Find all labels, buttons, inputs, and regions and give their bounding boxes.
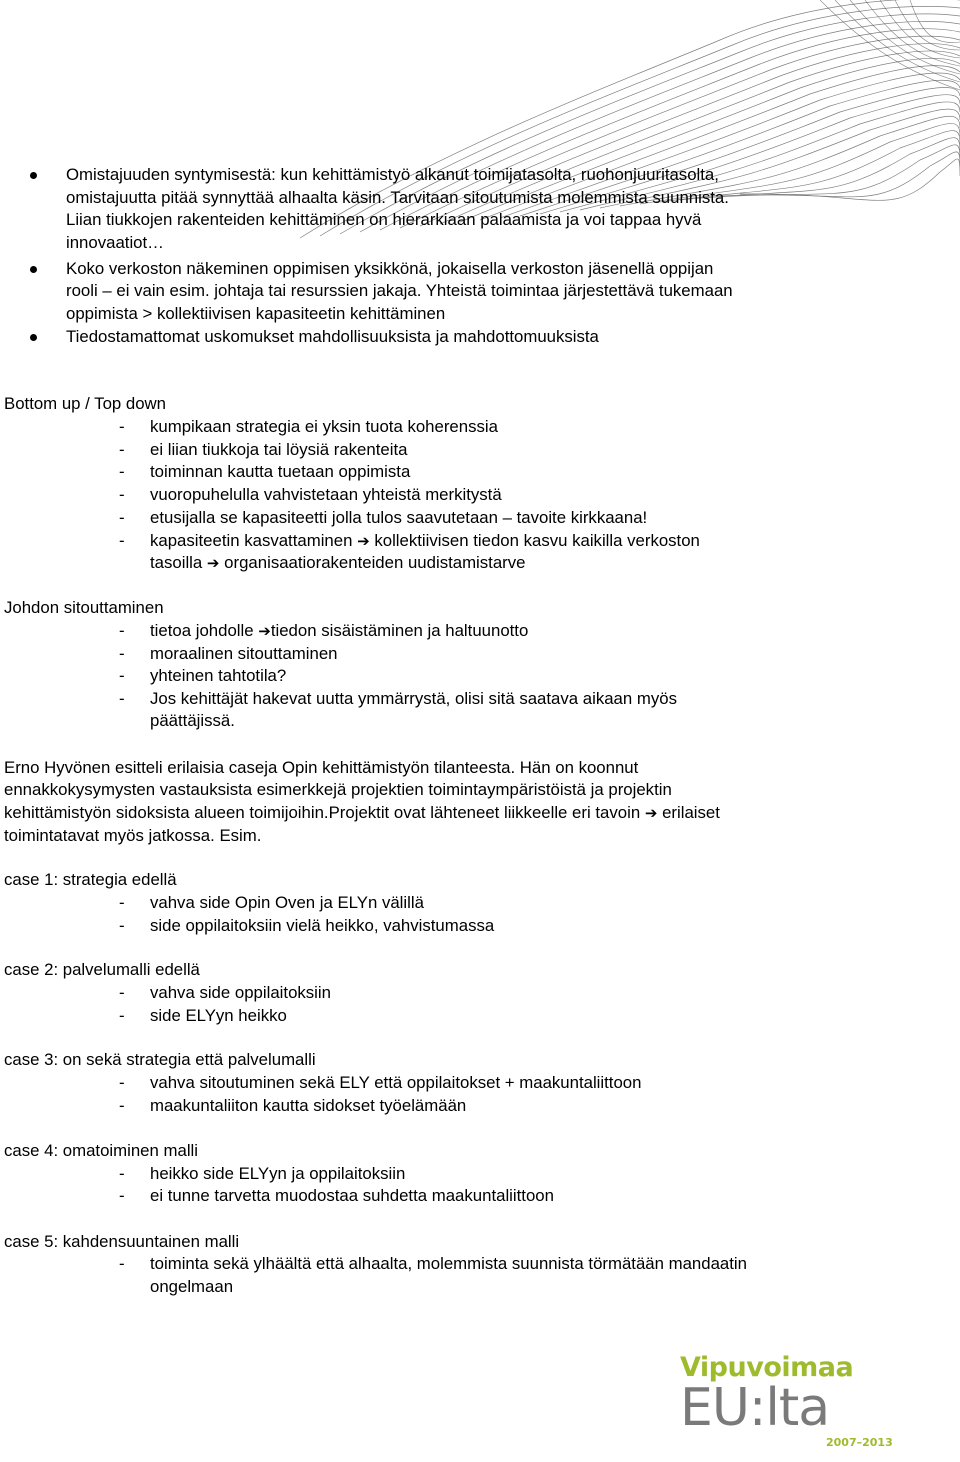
list-item-text: kollektiivisen tiedon kasvu kaikilla verkoston [374, 531, 700, 550]
logo-bottom-text: EU:lta [680, 1378, 830, 1438]
arrow-right-icon: ➔ [357, 532, 370, 550]
list-item: Jos kehittäjät hakevat uutta ymmärrystä, olisi sitä saatava aikaan myös [150, 689, 677, 708]
list-item: moraalinen sitouttaminen [150, 644, 338, 663]
list-dash: - [119, 462, 125, 481]
case-title: case 3: on sekä strategia että palvelumalli [4, 1050, 316, 1069]
list-item-text: organisaatiorakenteiden uudistamistarve [224, 553, 526, 572]
list-dash: - [119, 1006, 125, 1025]
list-item: side oppilaitoksiin vielä heikko, vahvistumassa [150, 916, 495, 935]
bullet-2-line-2: rooli – ei vain esim. johtaja tai resurssien jakaja. Yhteistä toimintaa järjestettävä tukemaan [66, 281, 733, 300]
list-item-text: tasoilla [150, 553, 203, 572]
list-dash: - [119, 666, 125, 685]
list-dash: - [119, 531, 125, 550]
list-item-capacity-continuation [150, 552, 525, 575]
list-item: side ELYyn heikko [150, 1006, 287, 1025]
case-title: case 1: strategia edellä [4, 870, 177, 889]
list-item: toiminnan kautta tuetaan oppimista [150, 462, 411, 481]
list-item-text: tietoa johdolle [150, 621, 254, 640]
bullet-2-line-3: oppimista > kollektiivisen kapasiteetin kehittäminen [66, 304, 446, 323]
bullet-dot [30, 266, 37, 273]
list-item: vahva sitoutuminen sekä ELY että oppilaitokset + maakuntaliittoon [150, 1073, 642, 1092]
list-dash: - [119, 440, 125, 459]
list-dash: - [119, 983, 125, 1002]
list-dash: - [119, 893, 125, 912]
list-dash: - [119, 1073, 125, 1092]
list-item: maakuntaliiton kautta sidokset työelämään [150, 1096, 467, 1115]
case-title: case 2: palvelumalli edellä [4, 960, 200, 979]
paragraph-line: Erno Hyvönen esitteli erilaisia caseja Opin kehittämistyön tilanteesta. Hän on koonnut [4, 758, 639, 777]
arrow-right-icon: ➔ [644, 804, 658, 822]
list-item-capacity [150, 530, 700, 553]
list-dash: - [119, 644, 125, 663]
list-dash: - [119, 621, 125, 640]
bullet-1-line-1: Omistajuuden syntymisestä: kun kehittämistyö alkanut toimijatasolta, ruohonjuuritasolta, [66, 165, 719, 184]
list-item: ei tunne tarvetta muodostaa suhdetta maakuntaliittoon [150, 1186, 554, 1205]
list-dash: - [119, 1186, 125, 1205]
case-title: case 4: omatoiminen malli [4, 1141, 199, 1160]
list-dash: - [119, 485, 125, 504]
case-title: case 5: kahdensuuntainen malli [4, 1232, 240, 1251]
list-dash: - [119, 1254, 125, 1273]
list-dash: - [119, 689, 125, 708]
list-item-text: tiedon sisäistäminen ja haltuunotto [270, 621, 529, 640]
paragraph-line [4, 802, 720, 825]
bullet-dot [30, 334, 37, 341]
vipuvoimaa-eu-logo [680, 1352, 920, 1452]
arrow-right-icon: ➔ [258, 622, 271, 640]
section-heading-johdon: Johdon sitouttaminen [4, 598, 164, 617]
bullet-1-line-4: innovaatiot… [66, 233, 164, 252]
list-dash: - [119, 916, 125, 935]
list-item [150, 620, 528, 643]
arrow-right-icon: ➔ [206, 554, 220, 572]
list-item: kumpikaan strategia ei yksin tuota koherenssia [150, 417, 498, 436]
list-dash: - [119, 417, 125, 436]
list-dash: - [119, 508, 125, 527]
list-item: yhteinen tahtotila? [150, 666, 287, 685]
bullet-dot [30, 172, 37, 179]
bullet-1-line-3: Liian tiukkojen rakenteiden kehittäminen on hierarkiaan palaamista ja voi tappaa hyvä [66, 210, 702, 229]
list-item-continuation: ongelmaan [150, 1277, 234, 1296]
paragraph-text: kehittämistyön sidoksista alueen toimijoihin.Projektit ovat lähteneet liikkeelle eri tavoin [4, 803, 641, 822]
list-item: vuoropuhelulla vahvistetaan yhteistä merkitystä [150, 485, 502, 504]
paragraph-text: erilaiset [662, 803, 720, 822]
list-item-text: kapasiteetin kasvattaminen [150, 531, 353, 550]
paragraph-line: toimintatavat myös jatkossa. Esim. [4, 826, 262, 845]
list-item: ei liian tiukkoja tai löysiä rakenteita [150, 440, 408, 459]
list-item: toiminta sekä ylhäältä että alhaalta, molemmista suunnista törmätään mandaatin [150, 1254, 747, 1273]
list-item-continuation: päättäjissä. [150, 711, 235, 730]
section-heading-bottom-up: Bottom up / Top down [4, 394, 167, 413]
paragraph-line: ennakkokysymysten vastauksista esimerkkejä projektien toimintaympäristöistä ja projektin [4, 780, 672, 799]
list-item: heikko side ELYyn ja oppilaitoksiin [150, 1164, 406, 1183]
bullet-3-line-1: Tiedostamattomat uskomukset mahdollisuuksista ja mahdottomuuksista [66, 327, 599, 346]
logo-years-text: 2007–2013 [826, 1436, 893, 1449]
list-item: etusijalla se kapasiteetti jolla tulos saavutetaan – tavoite kirkkaana! [150, 508, 648, 527]
list-item: vahva side Opin Oven ja ELYn välillä [150, 893, 424, 912]
logo-top-text: Vipuvoimaa [680, 1352, 854, 1383]
bullet-1-line-2: omistajuutta pitää synnyttää alhaalta käsin. Tarvitaan sitoutumista molemmista suunnista. [66, 188, 729, 207]
list-dash: - [119, 1164, 125, 1183]
bullet-2-line-1: Koko verkoston näkeminen oppimisen yksikkönä, jokaisella verkoston jäsenellä oppijan [66, 259, 714, 278]
list-dash: - [119, 1096, 125, 1115]
list-item: vahva side oppilaitoksiin [150, 983, 331, 1002]
